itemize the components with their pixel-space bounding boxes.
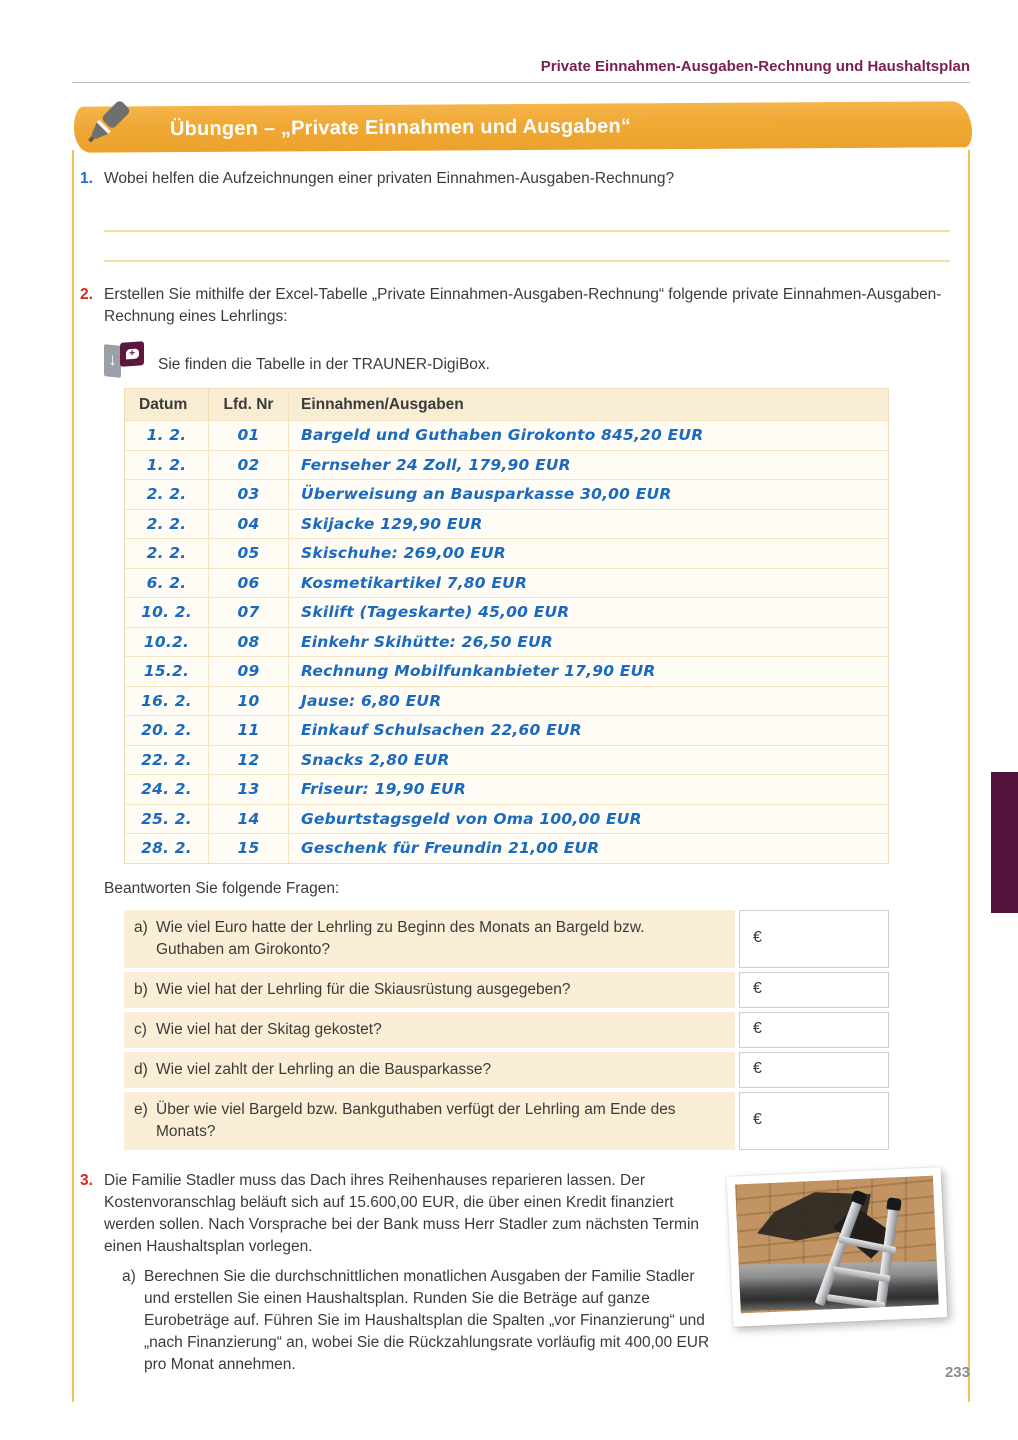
question-label: d): [134, 1060, 148, 1078]
content-frame: [72, 150, 970, 1402]
questions-intro: Beantworten Sie folgende Fragen:: [104, 879, 340, 897]
pencil-marker-icon: [80, 96, 138, 154]
entries-table-header: [125, 389, 888, 420]
exercise-1-question: Wobei helfen die Aufzeichnungen einer privaten Einnahmen-Ausgaben-Rechnung?: [104, 170, 675, 187]
question-text: Wie viel hat der Skitag gekostet?: [156, 1020, 382, 1038]
question-row-c: [124, 1012, 889, 1048]
euro-answer-field[interactable]: [739, 1052, 889, 1088]
exercise-1-number: 1.: [80, 170, 93, 187]
digibox-arrow-icon: ↓: [104, 344, 121, 378]
table-row: 2. 2. 05 Skischuhe: 269,00 EUR: [125, 538, 888, 568]
euro-sign: €: [753, 980, 762, 998]
euro-answer-field[interactable]: [739, 972, 889, 1008]
question-label: a): [134, 918, 148, 936]
column-header-einnahmen: Einnahmen/Ausgaben: [301, 395, 464, 413]
table-row: 1. 2. 01 Bargeld und Guthaben Girokonto 845,20 EUR: [125, 420, 888, 450]
section-banner-title: Übungen – „Private Einnahmen und Ausgaben“: [169, 115, 632, 140]
question-row-a: [124, 910, 889, 968]
entries-table: [124, 388, 889, 864]
column-header-datum: Datum: [125, 389, 209, 420]
question-text: Wie viel hat der Lehrling für die Skiausrüstung ausgegeben?: [156, 980, 571, 998]
table-row: 24. 2. 13 Friseur: 19,90 EUR: [125, 774, 888, 804]
table-row: 2. 2. 04 Skijacke 129,90 EUR: [125, 509, 888, 539]
table-row: 22. 2. 12 Snacks 2,80 EUR: [125, 745, 888, 775]
question-row-d: [124, 1052, 889, 1088]
question-label: e): [134, 1100, 148, 1118]
header-divider: [72, 82, 970, 83]
table-row: 10. 2. 07 Skilift (Tageskarte) 45,00 EUR: [125, 597, 888, 627]
question-row-e: [124, 1092, 889, 1150]
euro-sign: €: [753, 1060, 762, 1078]
digibox-note: Sie finden die Tabelle in der TRAUNER-DigiBox.: [158, 356, 490, 373]
exercise-2-number: 2.: [80, 286, 93, 303]
questions-table: [124, 910, 889, 1150]
table-row: 20. 2. 11 Einkauf Schulsachen 22,60 EUR: [125, 715, 888, 745]
digibox-download-icon: [104, 342, 148, 378]
exercise-3-number: 3.: [80, 1171, 93, 1189]
exercise-2: [80, 284, 968, 1154]
table-row: 6. 2. 06 Kosmetikartikel 7,80 EUR: [125, 568, 888, 598]
euro-sign: €: [753, 1020, 762, 1038]
answer-line-2[interactable]: [104, 232, 950, 262]
question-row-b: [124, 972, 889, 1008]
section-banner: [74, 101, 972, 152]
exercise-3a-label: a): [122, 1267, 136, 1285]
exercise-3a: [104, 1266, 710, 1376]
euro-answer-field[interactable]: [739, 1092, 889, 1150]
exercise-3a-text: Berechnen Sie die durchschnittlichen monatlichen Ausgaben der Familie Stadler und erstellen Sie einen Haushaltsplan. Runden Sie die Beträge auf ganze Eurobeträge auf. Führen Sie im Haushaltsplan die Spalten „vor Finanzierung“ und „nach Finanzierung“ an, wobei Sie die Rückzahlungsrate vorläufig mit 400,00 EUR pro Monat annehmen.: [144, 1267, 710, 1373]
euro-sign: €: [753, 1111, 762, 1129]
table-row: 25. 2. 14 Geburtstagsgeld von Oma 100,00 EUR: [125, 804, 888, 834]
column-header-lfdnr: Lfd. Nr: [209, 389, 289, 420]
question-label: b): [134, 980, 148, 998]
question-text: Wie viel Euro hatte der Lehrling zu Beginn des Monats an Bargeld bzw. Guthaben am Girokonto?: [156, 918, 645, 958]
exercise-3-intro: Die Familie Stadler muss das Dach ihres Reihenhauses reparieren lassen. Der Kostenvoranschlag beläuft sich auf 15.600,00 EUR, die über einen Kredit finanziert werden sollen. Nach Vorsprache bei der Bank muss Herr Stadler zum nächsten Termin einen Haushaltsplan vorlegen.: [104, 1171, 700, 1255]
euro-answer-field[interactable]: [739, 1012, 889, 1048]
table-row: 28. 2. 15 Geschenk für Freundin 21,00 EUR: [125, 833, 888, 863]
roof-photo: [727, 1167, 948, 1327]
page-header-title: Private Einnahmen-Ausgaben-Rechnung und Haushaltsplan: [540, 58, 970, 75]
chapter-side-tab: [991, 772, 1018, 913]
digibox-plus-icon: +: [120, 341, 144, 367]
table-row: 2. 2. 03 Überweisung an Bausparkasse 30,00 EUR: [125, 479, 888, 509]
question-label: c): [134, 1020, 147, 1038]
page-number: 233: [944, 1364, 970, 1381]
question-text: Über wie viel Bargeld bzw. Bankguthaben verfügt der Lehrling am Ende des Monats?: [156, 1100, 676, 1140]
table-row: 10.2. 08 Einkehr Skihütte: 26,50 EUR: [125, 627, 888, 657]
exercise-2-question: Erstellen Sie mithilfe der Excel-Tabelle „Private Einnahmen-Ausgaben-Rechnung“ folgende private Einnahmen-Ausgaben-Rechnung eines Lehrlings:: [104, 286, 942, 325]
euro-sign: €: [753, 929, 762, 947]
answer-line-1[interactable]: [104, 202, 950, 232]
exercise-1: [80, 168, 968, 262]
euro-answer-field[interactable]: [739, 910, 889, 968]
exercise-3: [80, 1170, 968, 1376]
digibox-row: [104, 342, 954, 378]
question-text: Wie viel zahlt der Lehrling an die Bausparkasse?: [156, 1060, 492, 1078]
table-row: 1. 2. 02 Fernseher 24 Zoll, 179,90 EUR: [125, 450, 888, 480]
table-row: 15.2. 09 Rechnung Mobilfunkanbieter 17,90 EUR: [125, 656, 888, 686]
table-row: 16. 2. 10 Jause: 6,80 EUR: [125, 686, 888, 716]
